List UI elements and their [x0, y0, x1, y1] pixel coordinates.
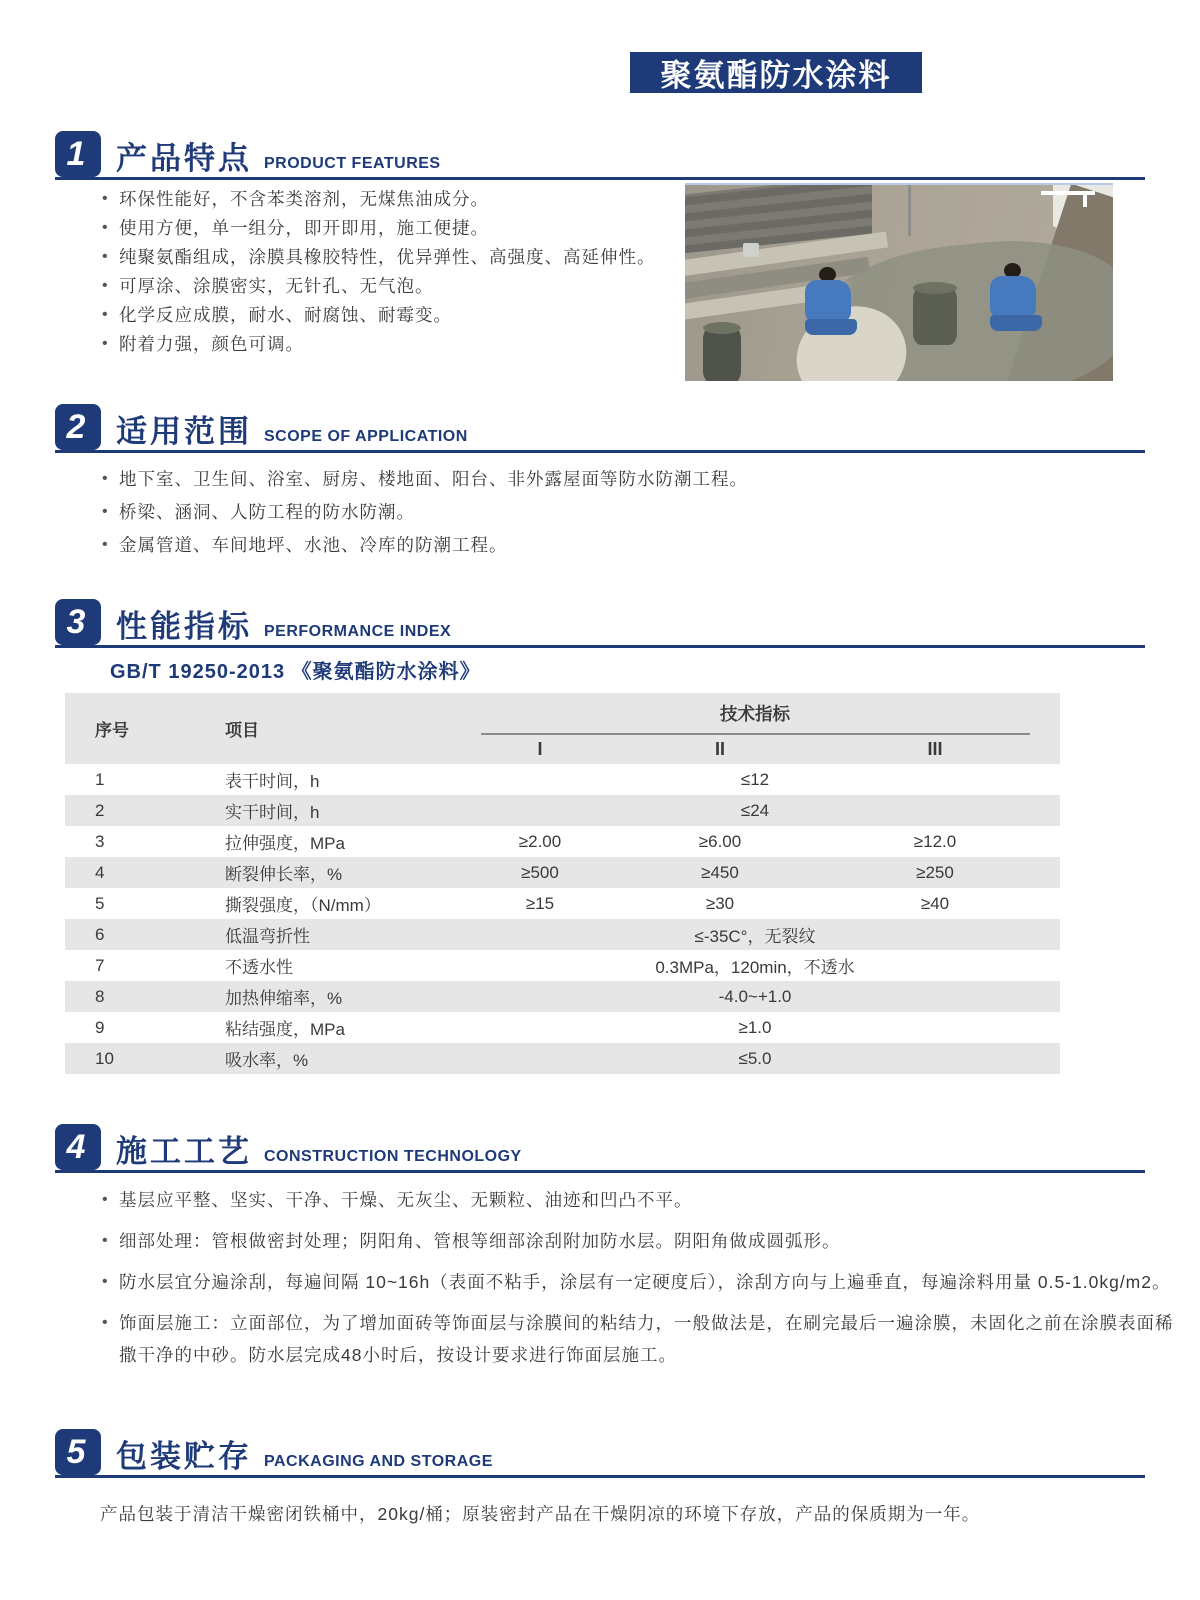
section-number-badge: 3 [55, 599, 101, 645]
list-item: • 环保性能好，不含苯类溶剂，无煤焦油成分。 [100, 190, 690, 208]
standard-reference: GB/T 19250-2013 《聚氨酯防水涂料》 [110, 661, 481, 683]
row-value-i: ≥500 [521, 862, 559, 882]
row-value-iii: ≥12.0 [913, 831, 957, 851]
row-item: 吸水率，% [225, 1051, 309, 1070]
photo-bucket [743, 243, 759, 257]
construction-list [100, 1184, 1175, 1380]
row-value: 0.3MPa，120min，不透水 [655, 958, 855, 977]
row-item: 表干时间，h [225, 772, 320, 791]
table-row [65, 857, 1060, 888]
row-no: 10 [95, 1048, 114, 1068]
section-number-badge: 4 [55, 1124, 101, 1170]
table-row [65, 795, 1060, 826]
column-header-item: 项目 [185, 693, 450, 764]
section-title-cn: 包装贮存 [116, 1439, 252, 1474]
section-number-badge: 2 [55, 404, 101, 450]
row-value: ≤24 [740, 800, 770, 820]
row-value-ii: ≥6.00 [698, 831, 742, 851]
column-header-grade-i: I [450, 735, 630, 764]
row-item: 低温弯折性 [225, 927, 310, 946]
section-title-en: CONSTRUCTION TECHNOLOGY [264, 1148, 522, 1165]
row-value-iii: ≥250 [916, 862, 954, 882]
table-row [65, 981, 1060, 1012]
list-item: • 基层应平整、坚实、干净、干燥、无灰尘、无颗粒、油迹和凹凸不平。 [100, 1184, 1175, 1216]
row-item: 不透水性 [225, 958, 293, 977]
section-header-construction [55, 1123, 1145, 1173]
table-row [65, 919, 1060, 950]
product-photo [685, 183, 1113, 381]
row-no: 5 [95, 893, 105, 913]
doc-title-banner [630, 52, 922, 93]
list-item: • 可厚涂、涂膜密实，无针孔、无气泡。 [100, 277, 690, 295]
list-item: • 附着力强，颜色可调。 [100, 335, 690, 353]
packaging-text: 产品包装于清洁干燥密闭铁桶中，20kg/桶；原装密封产品在干燥阴凉的环境下存放，产品的保质期为一年。 [100, 1504, 981, 1524]
list-item: • 防水层宜分遍涂刮，每遍间隔 10~16h（表面不粘手，涂层有一定硬度后），涂刮方向与上遍垂直，每遍涂料用量 0.5-1.0kg/m2。 [100, 1266, 1175, 1298]
photo-worker-legs [805, 319, 857, 335]
row-item: 拉伸强度，MPa [225, 834, 345, 853]
section-number-badge: 1 [55, 131, 101, 177]
section-title-en: SCOPE OF APPLICATION [264, 428, 468, 445]
photo-worker-body [805, 280, 851, 322]
row-value: ≤12 [740, 769, 770, 789]
photo-pole [908, 185, 911, 236]
performance-table [65, 693, 1060, 1074]
section-title-en: PERFORMANCE INDEX [264, 623, 452, 640]
table-row [65, 826, 1060, 857]
photo-worker-body [990, 276, 1036, 318]
row-value: ≤5.0 [738, 1048, 772, 1068]
doc-title-text: 聚氨酯防水涂料 [660, 58, 892, 93]
row-item: 断裂伸长率，% [225, 865, 343, 884]
list-item: • 化学反应成膜，耐水、耐腐蚀、耐霉变。 [100, 306, 690, 324]
section-header-packaging [55, 1428, 1145, 1478]
section-title-en: PRODUCT FEATURES [264, 155, 441, 172]
tech-index-label: 技术指标 [481, 693, 1030, 735]
row-item: 实干时间，h [225, 803, 320, 822]
column-header-grade-ii: II [630, 735, 810, 764]
section-title-cn: 施工工艺 [116, 1134, 252, 1169]
row-no: 1 [95, 769, 105, 789]
row-no: 8 [95, 986, 105, 1006]
row-no: 4 [95, 862, 105, 882]
photo-railing [1041, 191, 1095, 195]
column-header-tech-index [450, 693, 1060, 735]
row-item: 撕裂强度，（N/mm） [225, 896, 381, 915]
row-value-ii: ≥450 [701, 862, 739, 882]
row-value: ≥1.0 [738, 1017, 772, 1037]
features-list [100, 190, 690, 364]
photo-barrel [913, 287, 957, 345]
row-value-i: ≥15 [525, 893, 555, 913]
section-title-cn: 产品特点 [116, 141, 252, 176]
row-no: 9 [95, 1017, 105, 1037]
row-no: 2 [95, 800, 105, 820]
section-title-cn: 适用范围 [116, 414, 252, 449]
list-item: • 使用方便，单一组分，即开即用，施工便捷。 [100, 219, 690, 237]
list-item: • 桥梁、涵洞、人防工程的防水防潮。 [100, 503, 880, 521]
photo-worker-right [990, 263, 1042, 331]
photo-worker-left [805, 267, 857, 335]
row-value-i: ≥2.00 [518, 831, 562, 851]
table-row [65, 764, 1060, 795]
row-value: -4.0~+1.0 [718, 986, 792, 1006]
list-item: • 金属管道、车间地坪、水池、冷库的防潮工程。 [100, 536, 880, 554]
scope-list [100, 470, 880, 569]
table-row [65, 950, 1060, 981]
list-item: • 细部处理：管根做密封处理；阴阳角、管根等细部涂刮附加防水层。阴阳角做成圆弧形。 [100, 1225, 1175, 1257]
column-header-grade-iii: III [810, 735, 1060, 764]
section-header-performance [55, 598, 1145, 648]
section-title-en: PACKAGING AND STORAGE [264, 1453, 493, 1470]
table-row [65, 1043, 1060, 1074]
list-item: • 饰面层施工：立面部位，为了增加面砖等饰面层与涂膜间的粘结力，一般做法是，在刷完最后一遍涂膜，未固化之前在涂膜表面稀撒干净的中砂。防水层完成48小时后，按设计要求进行饰面层施工。 [100, 1307, 1175, 1371]
list-item: • 地下室、卫生间、浴室、厨房、楼地面、阳台、非外露屋面等防水防潮工程。 [100, 470, 880, 488]
photo-worker-legs [990, 315, 1042, 331]
table-row [65, 1012, 1060, 1043]
row-value-ii: ≥30 [705, 893, 735, 913]
row-value-iii: ≥40 [920, 893, 950, 913]
section-number-badge: 5 [55, 1429, 101, 1475]
table-row [65, 888, 1060, 919]
performance-table-header [65, 693, 1060, 764]
row-item: 粘结强度，MPa [225, 1020, 345, 1039]
column-header-no: 序号 [65, 693, 185, 764]
row-no: 7 [95, 955, 105, 975]
row-no: 3 [95, 831, 105, 851]
row-item: 加热伸缩率，% [225, 989, 343, 1008]
section-title-cn: 性能指标 [116, 609, 252, 644]
row-no: 6 [95, 924, 105, 944]
section-header-features [55, 130, 1145, 180]
row-value: ≤-35C°，无裂纹 [694, 927, 816, 946]
list-item: • 纯聚氨酯组成，涂膜具橡胶特性，优异弹性、高强度、高延伸性。 [100, 248, 690, 266]
photo-barrel [703, 327, 741, 381]
section-header-scope [55, 403, 1145, 453]
